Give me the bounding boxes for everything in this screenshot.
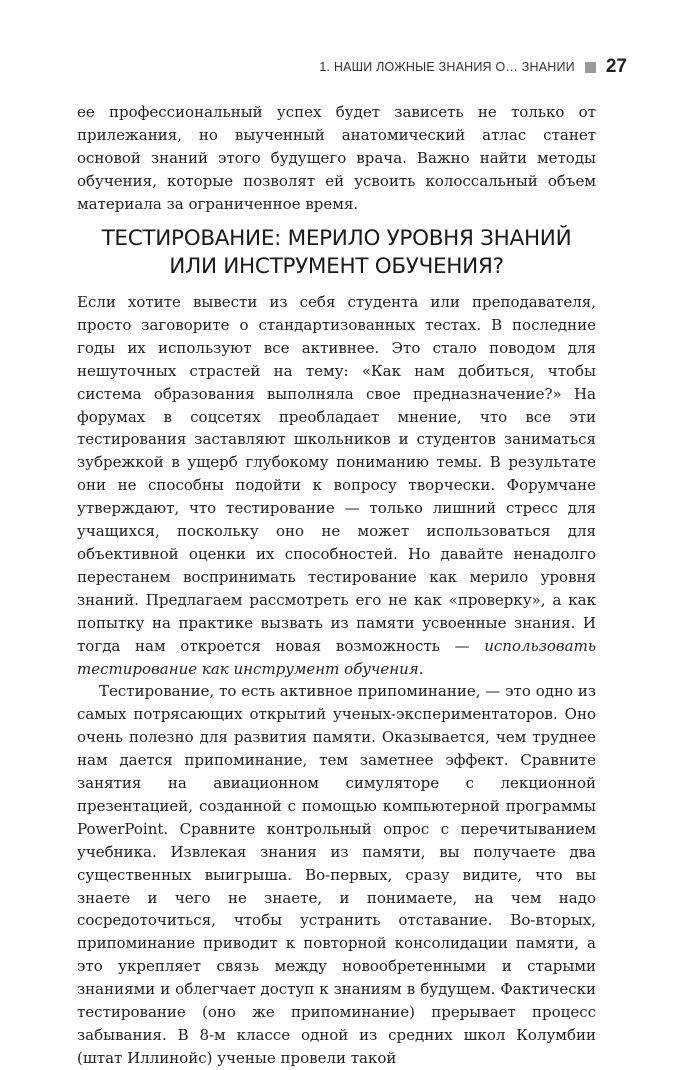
paragraph-2: Тестирование, то есть активное припоминание, — это одно из самых потрясающих открытий ученых-экспериментаторов. Оно очень полезно для развития памяти. Оказывается, чем труднее нам дается припоминание, тем заметнее эффект. Сравните занятия на авиационном симуляторе с лекционной презентацией, созданной с помощью компьютерной программы PowerPoint. Сравните контрольный опрос с перечитыванием учебника. Извлекая знания из памяти, вы получаете два существенных выигрыша. Во-первых, сразу видите, что вы знаете и чего не знаете, и понимаете, на чем надо сосредоточиться, чтобы устранить отставание. Во-вторых, припоминание приводит к повторной консолидации памяти, а это укрепляет связь между новообретенными и старыми знаниями и облегчает доступ к знаниям в будущем. Фактически тестирование (оно же припоминание) прерывает процесс забывания. В 8-м классе одной из средних школ Колумбии (штат Иллинойс) ученые провели такой [77, 682, 596, 1067]
page-number: 27 [605, 56, 627, 77]
running-head [319, 57, 627, 77]
section-heading-line-2: ИЛИ ИНСТРУМЕНТ ОБУЧЕНИЯ? [169, 254, 504, 279]
paragraph-1-emphasis: использовать тестирование как инструмент обучения [77, 636, 596, 678]
section-heading-line-1: ТЕСТИРОВАНИЕ: МЕРИЛО УРОВНЯ ЗНАНИЙ [101, 226, 572, 251]
paragraph-1-text: Если хотите вывести из себя студента или преподавателя, просто заговорите о стандартизованных тестах. В последние годы их используют все активнее. Это стало поводом для нешуточных страстей на тему: «Как нам добиться, чтобы система образования выполняла свое предназначение?» На форумах в соцсетях преобладает мнение, что все эти тестирования заставляют школьников и студентов заниматься зубрежкой в ущерб глубокому пониманию темы. В результате они не способны подойти к вопросу творчески. Форумчане утверждают, что тестирование — только лишний стресс для учащихся, поскольку оно не может использоваться для объективной оценки их способностей. Но давайте ненадолго перестанем воспринимать тестирование как мерило уровня знаний. Предлагаем рассмотреть его не как «проверку», а как попытку на практике вызвать из памяти усвоенные знания. И тогда нам откроется новая возможность — [77, 293, 596, 655]
section-heading [77, 225, 596, 281]
paragraph-1-end: . [418, 659, 424, 678]
intro-paragraph [77, 101, 596, 216]
square-bullet-icon [585, 62, 596, 73]
body-text [77, 291, 596, 1070]
chapter-title: 1. НАШИ ЛОЖНЫЕ ЗНАНИЯ О… ЗНАНИИ [319, 60, 575, 74]
intro-paragraph-text: ее профессиональный успех будет зависеть не только от прилежания, но выученный анатомический атлас станет основой знаний этого будущего врача. Важно найти методы обучения, которые позволят ей усвоить колоссальный объем материала за ограниченное время. [77, 103, 596, 213]
paragraph-1 [77, 291, 596, 680]
